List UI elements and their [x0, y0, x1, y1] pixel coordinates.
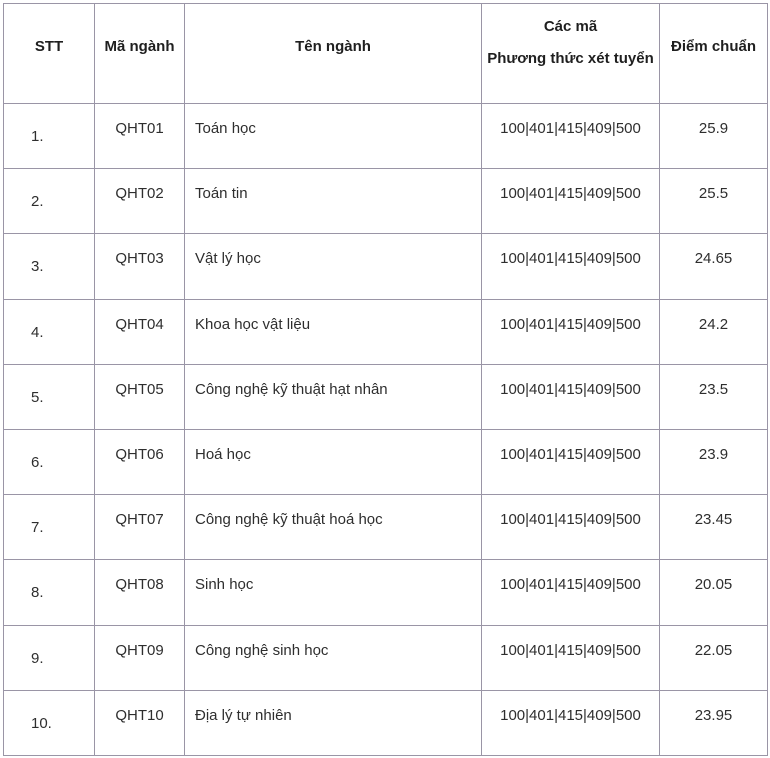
cell-stt: 10.: [4, 690, 95, 755]
cell-major-code: QHT03: [95, 234, 185, 299]
cell-stt: 1.: [4, 104, 95, 169]
table-row: [4, 169, 768, 234]
table-row: [4, 364, 768, 429]
table-row: [4, 429, 768, 494]
header-major-name: Tên ngành: [185, 4, 482, 104]
header-cutoff-score: Điểm chuẩn: [660, 4, 768, 104]
cell-major-code: QHT07: [95, 495, 185, 560]
cell-stt: 8.: [4, 560, 95, 625]
cell-method-codes: 100|401|415|409|500: [482, 495, 660, 560]
cell-major-code: QHT05: [95, 364, 185, 429]
cell-major-code: QHT01: [95, 104, 185, 169]
cell-major-name: Công nghệ kỹ thuật hoá học: [185, 495, 482, 560]
header-method-codes-line2: Phương thức xét tuyển: [487, 50, 654, 67]
table-header: [4, 4, 768, 104]
cell-stt: 6.: [4, 429, 95, 494]
cell-stt: 2.: [4, 169, 95, 234]
cell-cutoff-score: 20.05: [660, 560, 768, 625]
header-stt: STT: [4, 4, 95, 104]
cell-stt: 9.: [4, 625, 95, 690]
cell-major-code: QHT08: [95, 560, 185, 625]
cell-method-codes: 100|401|415|409|500: [482, 690, 660, 755]
header-method-codes: [482, 4, 660, 104]
cell-major-name: Vật lý học: [185, 234, 482, 299]
cell-method-codes: 100|401|415|409|500: [482, 560, 660, 625]
cell-stt: 4.: [4, 299, 95, 364]
table-row: [4, 560, 768, 625]
cell-method-codes: 100|401|415|409|500: [482, 169, 660, 234]
table-body: [4, 104, 768, 756]
cell-major-name: Toán tin: [185, 169, 482, 234]
header-row: [4, 4, 768, 104]
header-major-code: Mã ngành: [95, 4, 185, 104]
cell-stt: 3.: [4, 234, 95, 299]
table-row: [4, 299, 768, 364]
cell-cutoff-score: 25.9: [660, 104, 768, 169]
cell-major-name: Hoá học: [185, 429, 482, 494]
cell-cutoff-score: 25.5: [660, 169, 768, 234]
cell-method-codes: 100|401|415|409|500: [482, 104, 660, 169]
table-row: [4, 234, 768, 299]
cell-major-name: Công nghệ sinh học: [185, 625, 482, 690]
cell-major-code: QHT02: [95, 169, 185, 234]
cell-cutoff-score: 23.9: [660, 429, 768, 494]
cell-method-codes: 100|401|415|409|500: [482, 234, 660, 299]
cell-major-code: QHT06: [95, 429, 185, 494]
cell-major-name: Sinh học: [185, 560, 482, 625]
cell-stt: 5.: [4, 364, 95, 429]
cell-method-codes: 100|401|415|409|500: [482, 299, 660, 364]
cell-major-name: Công nghệ kỹ thuật hạt nhân: [185, 364, 482, 429]
cell-method-codes: 100|401|415|409|500: [482, 625, 660, 690]
table-row: [4, 625, 768, 690]
table-row: [4, 495, 768, 560]
cell-major-name: Khoa học vật liệu: [185, 299, 482, 364]
cell-cutoff-score: 23.5: [660, 364, 768, 429]
cell-cutoff-score: 22.05: [660, 625, 768, 690]
cell-major-code: QHT10: [95, 690, 185, 755]
cell-cutoff-score: 23.95: [660, 690, 768, 755]
cell-cutoff-score: 24.65: [660, 234, 768, 299]
table-row: [4, 690, 768, 755]
cell-method-codes: 100|401|415|409|500: [482, 364, 660, 429]
admission-score-table: [3, 3, 768, 756]
cell-stt: 7.: [4, 495, 95, 560]
cell-method-codes: 100|401|415|409|500: [482, 429, 660, 494]
cell-major-code: QHT04: [95, 299, 185, 364]
cell-major-name: Toán học: [185, 104, 482, 169]
header-method-codes-line1: Các mã: [543, 18, 598, 35]
table-row: [4, 104, 768, 169]
cell-major-code: QHT09: [95, 625, 185, 690]
cell-major-name: Địa lý tự nhiên: [185, 690, 482, 755]
cell-cutoff-score: 24.2: [660, 299, 768, 364]
cell-cutoff-score: 23.45: [660, 495, 768, 560]
